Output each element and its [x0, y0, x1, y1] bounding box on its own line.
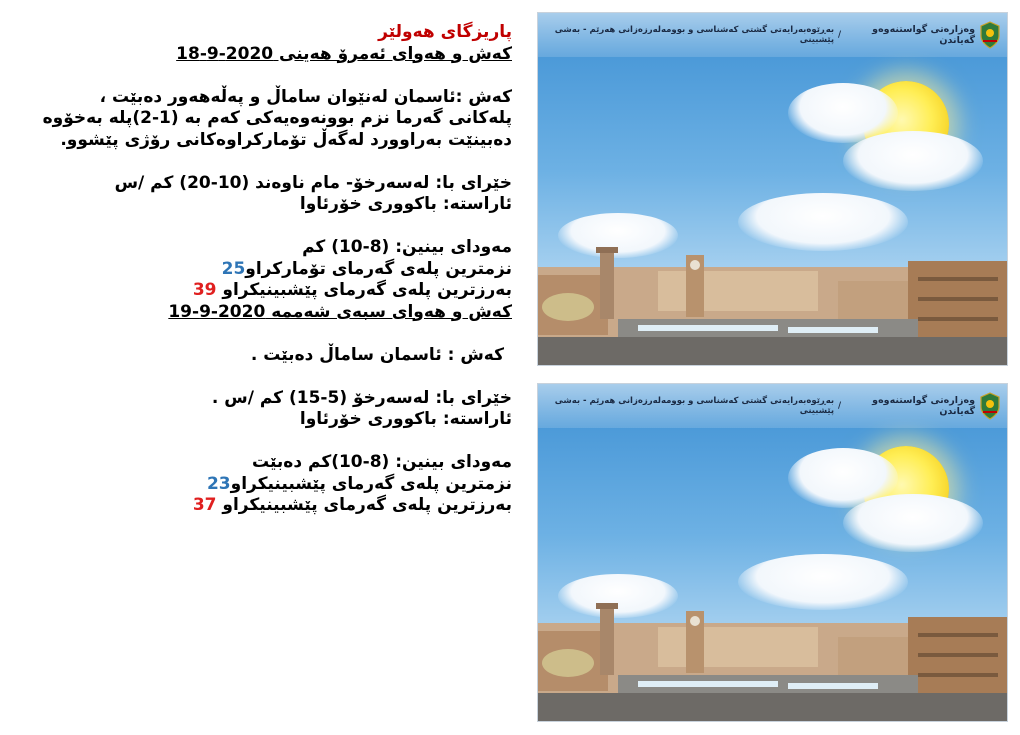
tomorrow-visibility: مەودای بینین: (8-10)کم دەبێت — [251, 452, 512, 472]
ministry-name: وەزارەتی گواستنەوەو گەیاندن — [872, 24, 975, 46]
today-weather-image — [537, 12, 1008, 366]
today-wind-direction: ئاراستە: باکووری خۆرئاوا — [299, 194, 512, 214]
erbil-citadel-photo — [538, 603, 1007, 721]
banner-separator: / — [838, 30, 842, 40]
today-heading: کەش و هەوای ئەمرۆ هەینی 2020-9-18 — [176, 43, 512, 64]
tomorrow-weather-image — [537, 383, 1008, 722]
today-max-temp-label: بەرزترین پلەی گەرمای پێشبینیکراو — [222, 280, 512, 300]
cloud-icon — [843, 494, 983, 552]
today-max-temp-value: 39 — [192, 280, 217, 300]
province-title: پاریزگای هەولێر — [378, 22, 512, 42]
tomorrow-max-temp-value: 37 — [192, 495, 217, 515]
tomorrow-heading: کەش و هەوای سبەی شەممە 2020-9-19 — [168, 301, 512, 322]
erbil-citadel-photo — [538, 247, 1007, 365]
tomorrow-min-temp — [40, 474, 512, 496]
tomorrow-min-temp-label: نزمترین پلەی گەرمای پێشبینیکراو — [230, 473, 512, 494]
today-min-temp — [40, 259, 512, 281]
kurdistan-emblem-icon — [979, 21, 1001, 49]
tomorrow-max-temp — [40, 495, 512, 517]
today-visibility: مەودای بینین: (8-10) کم — [302, 237, 512, 257]
kurdistan-emblem-icon — [979, 392, 1001, 420]
tomorrow-wind-direction: ئاراستە: باکووری خۆرئاوا — [299, 409, 512, 429]
banner-separator: / — [838, 401, 842, 411]
today-min-temp-value: 25 — [221, 258, 246, 279]
today-sky-line-2: پلەکانی گەرما نزم بوونەوەیەکی کەم بە (1-2)پلە بەخۆوە — [42, 108, 512, 128]
ministry-name: وەزارەتی گواستنەوەو گەیاندن — [872, 395, 975, 417]
directorate-name: بەڕێوەبەرایەتی گشتی کەشناسی و بوومەلەرزەزانی هەرێم - بەشی پێشبینی — [554, 396, 835, 416]
tomorrow-max-temp-label: بەرزترین پلەی گەرمای پێشبینیکراو — [222, 495, 512, 515]
cloud-icon — [738, 193, 908, 251]
today-wind: خێرای با: لەسەرخۆ- مام ناوەند (10-20) کم /س — [114, 172, 512, 193]
today-min-temp-label: نزمترین پلەی گەرمای تۆمارکراو — [245, 258, 512, 279]
tomorrow-wind: خێرای با: لەسەرخۆ (5-15) کم /س . — [211, 387, 512, 408]
tomorrow-sky: کەش : ئاسمان ساماڵ دەبێت . — [250, 344, 504, 365]
tomorrow-min-temp-value: 23 — [206, 473, 231, 494]
forecast-text-column — [40, 22, 512, 517]
cloud-icon — [738, 554, 908, 610]
today-max-temp — [40, 280, 512, 302]
ministry-banner — [538, 384, 1007, 428]
today-sky-line-1: کەش :ئاسمان لەنێوان ساماڵ و پەڵەهەور دەبێت ، — [99, 86, 512, 107]
directorate-name: بەڕێوەبەرایەتی گشتی کەشناسی و بوومەلەرزەزانی هەرێم - بەشی پێشبینی — [554, 25, 835, 45]
today-sky-line-3: دەبینێت بەراوورد لەگەڵ تۆمارکراوەکانی رۆژی پێشوو. — [60, 129, 512, 150]
ministry-banner — [538, 13, 1007, 57]
cloud-icon — [843, 131, 983, 191]
